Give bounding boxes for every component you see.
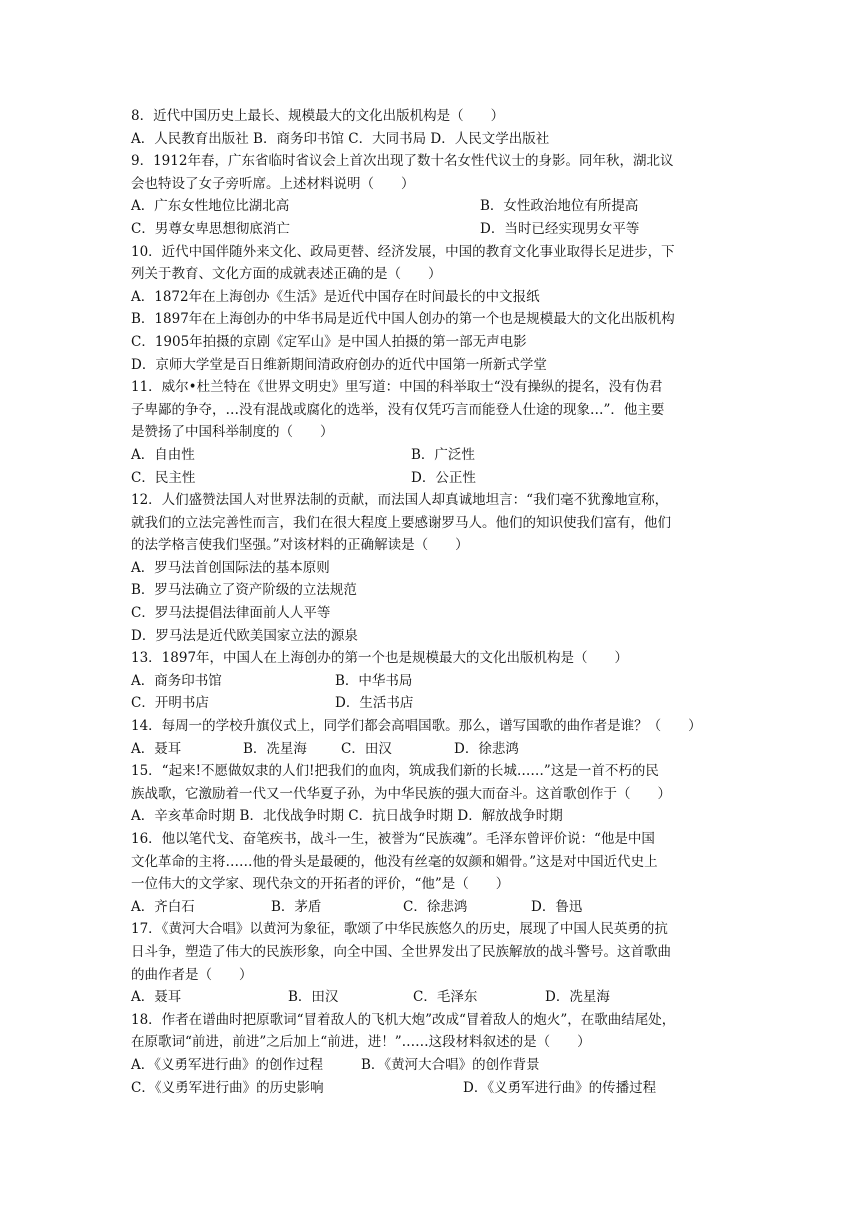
- question-stem-line: 9．1912年春，广东省临时省议会上首次出现了数十名女性代议士的身影。同年秋，湖北议: [131, 153, 674, 170]
- answer-option: D．鲁迅: [531, 898, 583, 915]
- answer-option: D．《义勇军进行曲》的传播过程: [463, 1079, 657, 1096]
- answer-option: B．女性政治地位有所提高: [480, 198, 639, 215]
- answer-option: C．男尊女卑思想彻底消亡: [131, 220, 290, 237]
- question-block: [131, 715, 731, 760]
- answer-option: C．田汉: [341, 740, 392, 757]
- answer-option: A．《义勇军进行曲》的创作过程: [131, 1056, 323, 1073]
- question-block: [131, 918, 731, 1008]
- option-row: [131, 467, 731, 490]
- question-stem-line: 8．近代中国历史上最长、规模最大的文化出版机构是（ ）: [131, 108, 505, 124]
- answer-option: B．冼星海: [243, 740, 307, 757]
- answer-option: C．开明书店: [131, 695, 209, 712]
- answer-option: A．聂耳: [131, 740, 182, 757]
- answer-option: D．徐悲鸿: [454, 740, 519, 757]
- option-row: [131, 579, 731, 602]
- question-block: [131, 241, 731, 377]
- option-row: [131, 331, 731, 354]
- answer-option: D．罗马法是近代欧美国家立法的源泉: [131, 627, 358, 644]
- option-row: [131, 308, 731, 331]
- answer-option: B．罗马法确立了资产阶级的立法规范: [131, 582, 357, 599]
- question-stem-line: 日斗争，塑造了伟大的民族形象，向全中国、全世界发出了民族解放的战斗警号。这首歌曲: [131, 943, 671, 960]
- question-block: [131, 828, 731, 918]
- option-row: [131, 218, 731, 241]
- answer-option: A．自由性: [131, 446, 195, 463]
- question-stem-line: 11．威尔•杜兰特在《世界文明史》里写道：中国的科举取士“没有操纵的提名，没有伪君: [131, 379, 663, 396]
- question-stem-line: 10．近代中国伴随外来文化、政局更替、经济发展，中国的教育文化事业取得长足进步，下: [131, 243, 675, 260]
- question-stem-line: 列关于教育、文化方面的成就表述正确的是（ ）: [131, 266, 442, 283]
- option-row: [131, 557, 731, 580]
- question-stem-line: 文化革命的主将……他的骨头是最硬的，他没有丝毫的奴颜和媚骨。”这是对中国近代史上: [131, 853, 658, 870]
- answer-option: B．田汉: [288, 989, 339, 1006]
- option-row: [131, 986, 731, 1009]
- answer-option: C．罗马法提倡法律面前人人平等: [131, 605, 331, 622]
- question-stem-line: 15．“起来!不愿做奴隶的人们!把我们的血肉，筑成我们新的长城……”这是一首不朽的民: [131, 763, 659, 780]
- answer-option: D．生活书店: [335, 695, 414, 712]
- option-row: [131, 286, 731, 309]
- question-block: [131, 1009, 731, 1099]
- question-stem-line: 17．《黄河大合唱》以黄河为象征，歌颂了中华民族悠久的历史，展现了中国人民英勇的抗: [131, 921, 668, 938]
- question-stem-line: 16．他以笔代戈、奋笔疾书，战斗一生，被誉为“民族魂”。毛泽东曾评价说：“他是中国: [131, 831, 655, 847]
- answer-option: A．广东女性地位比湖北高: [131, 198, 290, 215]
- question-stem-line: 18．作者在谱曲时把原歌词“冒着敌人的飞机大炮”改成“冒着敌人的炮火”，在歌曲结尾处，: [131, 1011, 676, 1028]
- option-row: [131, 195, 731, 218]
- question-stem-line: 的曲作者是（ ）: [131, 966, 253, 983]
- question-stem-line: 一位伟大的文学家、现代杂文的开拓者的评价，“他”是（ ）: [131, 876, 510, 893]
- question-stem-line: 13．1897年，中国人在上海创办的第一个也是规模最大的文化出版机构是（ ）: [131, 650, 629, 667]
- answer-option: B．中华书局: [335, 672, 413, 689]
- option-row: [131, 354, 731, 377]
- question-block: [131, 150, 731, 240]
- answer-option: A．聂耳: [131, 989, 182, 1006]
- option-row: [131, 444, 731, 467]
- option-row: [131, 1077, 731, 1100]
- question-stem-line: 就我们的立法完善性而言，我们在很大程度上要感谢罗马人。他们的知识使我们富有，他们: [131, 514, 671, 531]
- option-row: [131, 602, 731, 625]
- answer-option: A．齐白石: [131, 898, 195, 915]
- answer-option: B．广泛性: [411, 446, 475, 463]
- question-block: [131, 376, 731, 489]
- answer-option: A．罗马法首创国际法的基本原则: [131, 559, 330, 576]
- answer-option: C．毛泽东: [413, 989, 478, 1006]
- question-stem-line: 的法学格言使我们坚强。”对该材料的正确解读是（ ）: [131, 537, 469, 554]
- question-stem-line: 在原歌词“前进，前进”之后加上“前进，进！”……这段材料叙述的是（ ）: [131, 1034, 591, 1051]
- answer-option: B．《黄河大合唱》的创作背景: [361, 1056, 540, 1073]
- answer-option: C．民主性: [131, 469, 196, 486]
- answer-option: B．1897年在上海创办的中华书局是近代中国人创办的第一个也是规模最大的文化出版机构: [131, 311, 675, 328]
- question-block: [131, 760, 731, 828]
- answer-option: C．1905年拍摄的京剧《定军山》是中国人拍摄的第一部无声电影: [131, 333, 527, 350]
- question-stem-line: 是赞扬了中国科举制度的（ ）: [131, 424, 334, 441]
- question-stem-line: 14．每周一的学校升旗仪式上，同学们都会高唱国歌。那么，谱写国歌的曲作者是谁？（ ）: [131, 718, 702, 735]
- question-block: [131, 647, 731, 715]
- answer-option: B．茅盾: [271, 898, 322, 915]
- option-row: [131, 896, 731, 919]
- question-stem-line: 会也特设了女子旁听席。上述材料说明（ ）: [131, 175, 415, 192]
- answer-option: C．《义勇军进行曲》的历史影响: [131, 1079, 324, 1096]
- option-row: [131, 670, 731, 693]
- question-stem-line: 族战歌，它激励着一代又一代华夏子孙，为中华民族的强大而奋斗。这首歌创作于（ ）: [131, 785, 671, 802]
- answer-option: D．公正性: [411, 469, 476, 486]
- answer-option: A．1872年在上海创办《生活》是近代中国存在时间最长的中文报纸: [131, 288, 540, 305]
- option-row: [131, 805, 731, 828]
- answer-option: A．商务印书馆: [131, 672, 222, 689]
- answer-option: C．徐悲鸿: [403, 898, 468, 915]
- question-list: [131, 105, 731, 1099]
- question-stem-line: 12．人们盛赞法国人对世界法制的贡献，而法国人却真诚地坦言：“我们毫不犹豫地宣称，: [131, 492, 669, 509]
- option-row: [131, 1054, 731, 1077]
- option-row: [131, 128, 731, 151]
- option-row: [131, 738, 731, 761]
- question-block: [131, 489, 731, 647]
- answer-option: D．冼星海: [545, 989, 610, 1006]
- answer-option: D．当时已经实现男女平等: [480, 220, 640, 237]
- answer-option: A．人民教育出版社 B．商务印书馆 C．大同书局 D．人民文学出版社: [131, 130, 550, 147]
- option-row: [131, 625, 731, 648]
- question-stem-line: 子卑鄙的争夺，…没有混战或腐化的选举，没有仅凭巧言而能登人仕途的现象…”．他主要: [131, 401, 665, 418]
- answer-option: D．京师大学堂是百日维新期间清政府创办的近代中国第一所新式学堂: [131, 356, 547, 373]
- question-block: [131, 105, 731, 150]
- option-row: [131, 692, 731, 715]
- answer-option: A．辛亥革命时期 B．北伐战争时期 C．抗日战争时期 D．解放战争时期: [131, 808, 563, 825]
